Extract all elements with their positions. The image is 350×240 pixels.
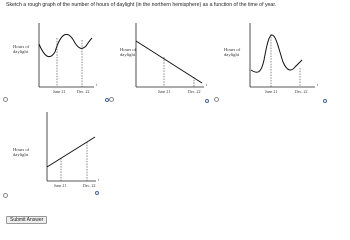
graph-2-line — [136, 41, 202, 83]
graph-option-1 — [10, 12, 120, 104]
option-4-radio[interactable] — [3, 193, 8, 198]
graph-2-tick-june: June 21 — [158, 89, 171, 94]
graph-4-info-icon[interactable] — [95, 191, 99, 195]
graph-3-tick-june: June 21 — [265, 89, 278, 94]
graph-3-ylabel-line1: Hours of — [224, 47, 241, 52]
graph-1-ylabel-line1: Hours of — [13, 44, 30, 49]
graph-4-ylabel-line1: Hours of — [13, 147, 30, 152]
graph-4-plot — [10, 110, 120, 202]
graph-1-ylabel-line2: daylight — [13, 49, 29, 54]
graph-3-curve — [251, 35, 302, 72]
graph-3-t-label: t — [317, 83, 318, 87]
graph-4-tick-dec: Dec. 22 — [83, 183, 96, 188]
graph-4-tick-june: June 21 — [54, 183, 67, 188]
graph-2-t-label: t — [206, 83, 207, 87]
option-1-radio[interactable] — [3, 97, 8, 102]
graph-2-plot — [118, 12, 228, 104]
graph-2-ylabel-line2: daylight — [120, 52, 136, 57]
graph-1-t-label: t — [96, 83, 97, 87]
graph-1-tick-june: June 21 — [53, 89, 66, 94]
graph-3-tick-dec: Dec. 22 — [295, 89, 308, 94]
question-text: Sketch a rough graph of the number of hours of daylight (in the northern hemisphere) as a function of the time of year. — [6, 2, 277, 8]
graph-option-2 — [118, 12, 228, 104]
option-2-radio[interactable] — [109, 97, 114, 102]
graph-2-info-icon[interactable] — [205, 99, 209, 103]
graph-option-3 — [222, 12, 332, 104]
graph-4-t-label: t — [98, 178, 99, 182]
option-3-radio[interactable] — [214, 97, 219, 102]
graph-2-ylabel-line1: Hours of — [120, 47, 137, 52]
graph-1-tick-dec: Dec. 22 — [77, 89, 90, 94]
graph-option-4 — [10, 110, 120, 202]
graph-4-line — [47, 137, 95, 167]
graph-4-ylabel-line2: daylight — [13, 152, 29, 157]
submit-answer-button[interactable]: Submit Answer — [6, 216, 47, 224]
graph-3-info-icon[interactable] — [323, 99, 327, 103]
graph-1-curve — [39, 34, 92, 56]
graph-2-tick-dec: Dec. 22 — [188, 89, 201, 94]
graph-3-ylabel-line2: daylight — [224, 52, 240, 57]
